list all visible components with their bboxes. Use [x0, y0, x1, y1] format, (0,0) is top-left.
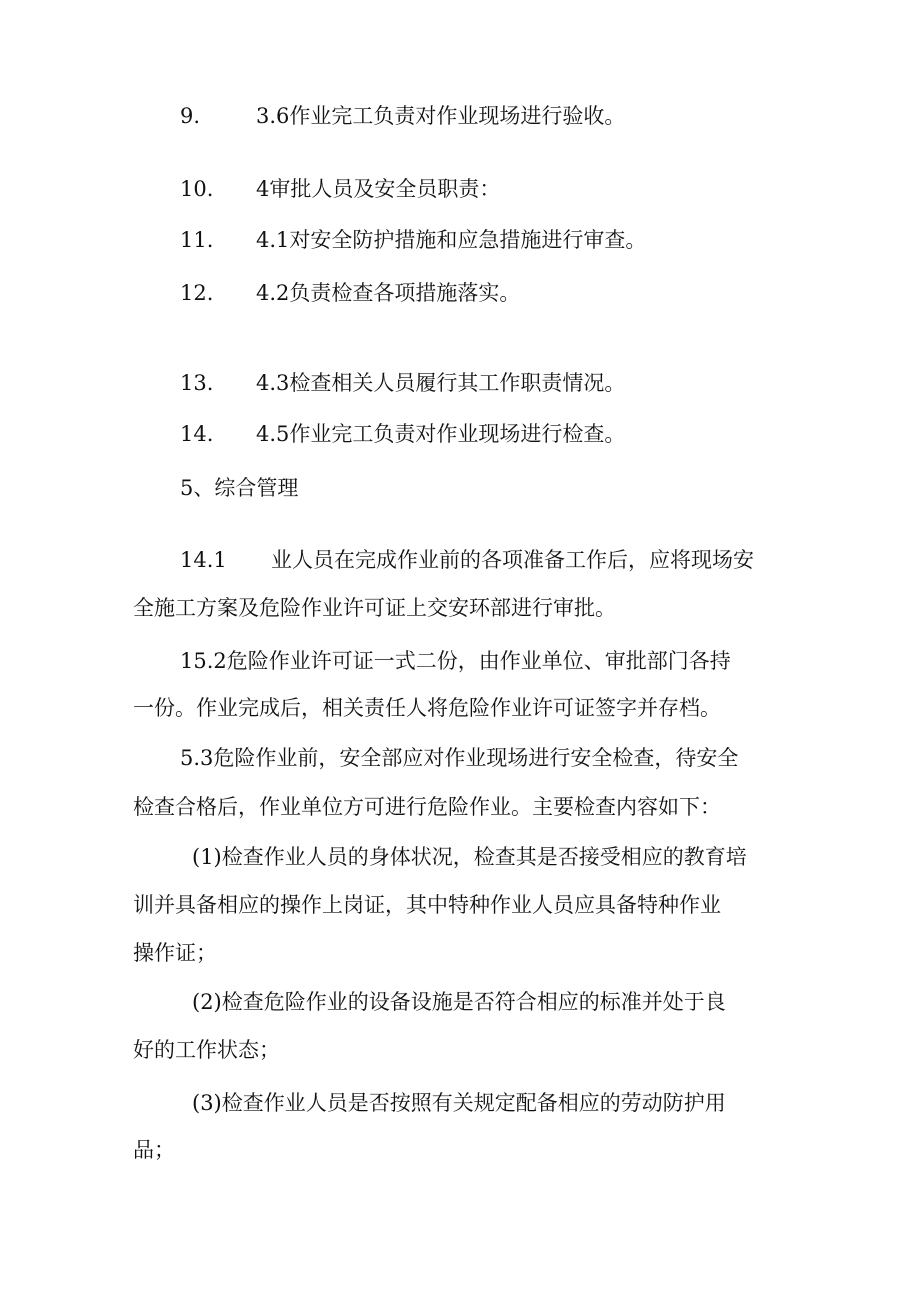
check-item-1-line-1: (1)检查作业人员的身体状况，检查其是否接受相应的教育培 — [192, 845, 747, 869]
section-heading: 5、综合管理 — [180, 476, 299, 500]
list-item-number: 12. — [180, 281, 214, 305]
list-item-text: 4审批人员及安全员职责： — [256, 177, 501, 201]
paragraph-14-1-line-1: 业人员在完成作业前的各项准备工作后，应将现场安 — [271, 548, 754, 572]
check-item-3-line-2: 品； — [133, 1138, 175, 1162]
list-item-text: 4.1对安全防护措施和应急措施进行审查。 — [256, 228, 647, 252]
list-item-number: 10. — [180, 177, 214, 201]
list-item-text: 3.6作业完工负责对作业现场进行验收。 — [256, 104, 626, 128]
list-item-number: 14. — [180, 422, 214, 446]
list-item-number: 11. — [180, 228, 214, 252]
check-item-2-line-1: (2)检查危险作业的设备设施是否符合相应的标准并处于良 — [192, 990, 726, 1014]
paragraph-15-2-line-1: 15.2危险作业许可证一式二份，由作业单位、审批部门各持 — [180, 649, 731, 673]
check-item-1-line-2: 训并具备相应的操作上岗证，其中特种作业人员应具备特种作业 — [133, 893, 721, 917]
paragraph-14-1-line-2: 全施工方案及危险作业许可证上交安环部进行审批。 — [133, 596, 616, 620]
paragraph-5-3-line-1: 5.3危险作业前，安全部应对作业现场进行安全检查，待安全 — [180, 746, 739, 770]
list-item-text: 4.3检查相关人员履行其工作职责情况。 — [256, 371, 626, 395]
paragraph-5-3-line-2: 检查合格后，作业单位方可进行危险作业。主要检查内容如下： — [133, 795, 721, 819]
paragraph-14-1-number: 14.1 — [180, 548, 227, 572]
check-item-1-line-3: 操作证； — [133, 941, 217, 965]
list-item-text: 4.5作业完工负责对作业现场进行检查。 — [256, 422, 626, 446]
list-item-number: 9. — [180, 104, 201, 128]
check-item-2-line-2: 好的工作状态； — [133, 1038, 280, 1062]
list-item-number: 13. — [180, 371, 214, 395]
check-item-3-line-1: (3)检查作业人员是否按照有关规定配备相应的劳动防护用 — [192, 1091, 726, 1115]
paragraph-15-2-line-2: 一份。作业完成后，相关责任人将危险作业许可证签字并存档。 — [133, 696, 721, 720]
list-item-text: 4.2负责检查各项措施落实。 — [256, 281, 521, 305]
